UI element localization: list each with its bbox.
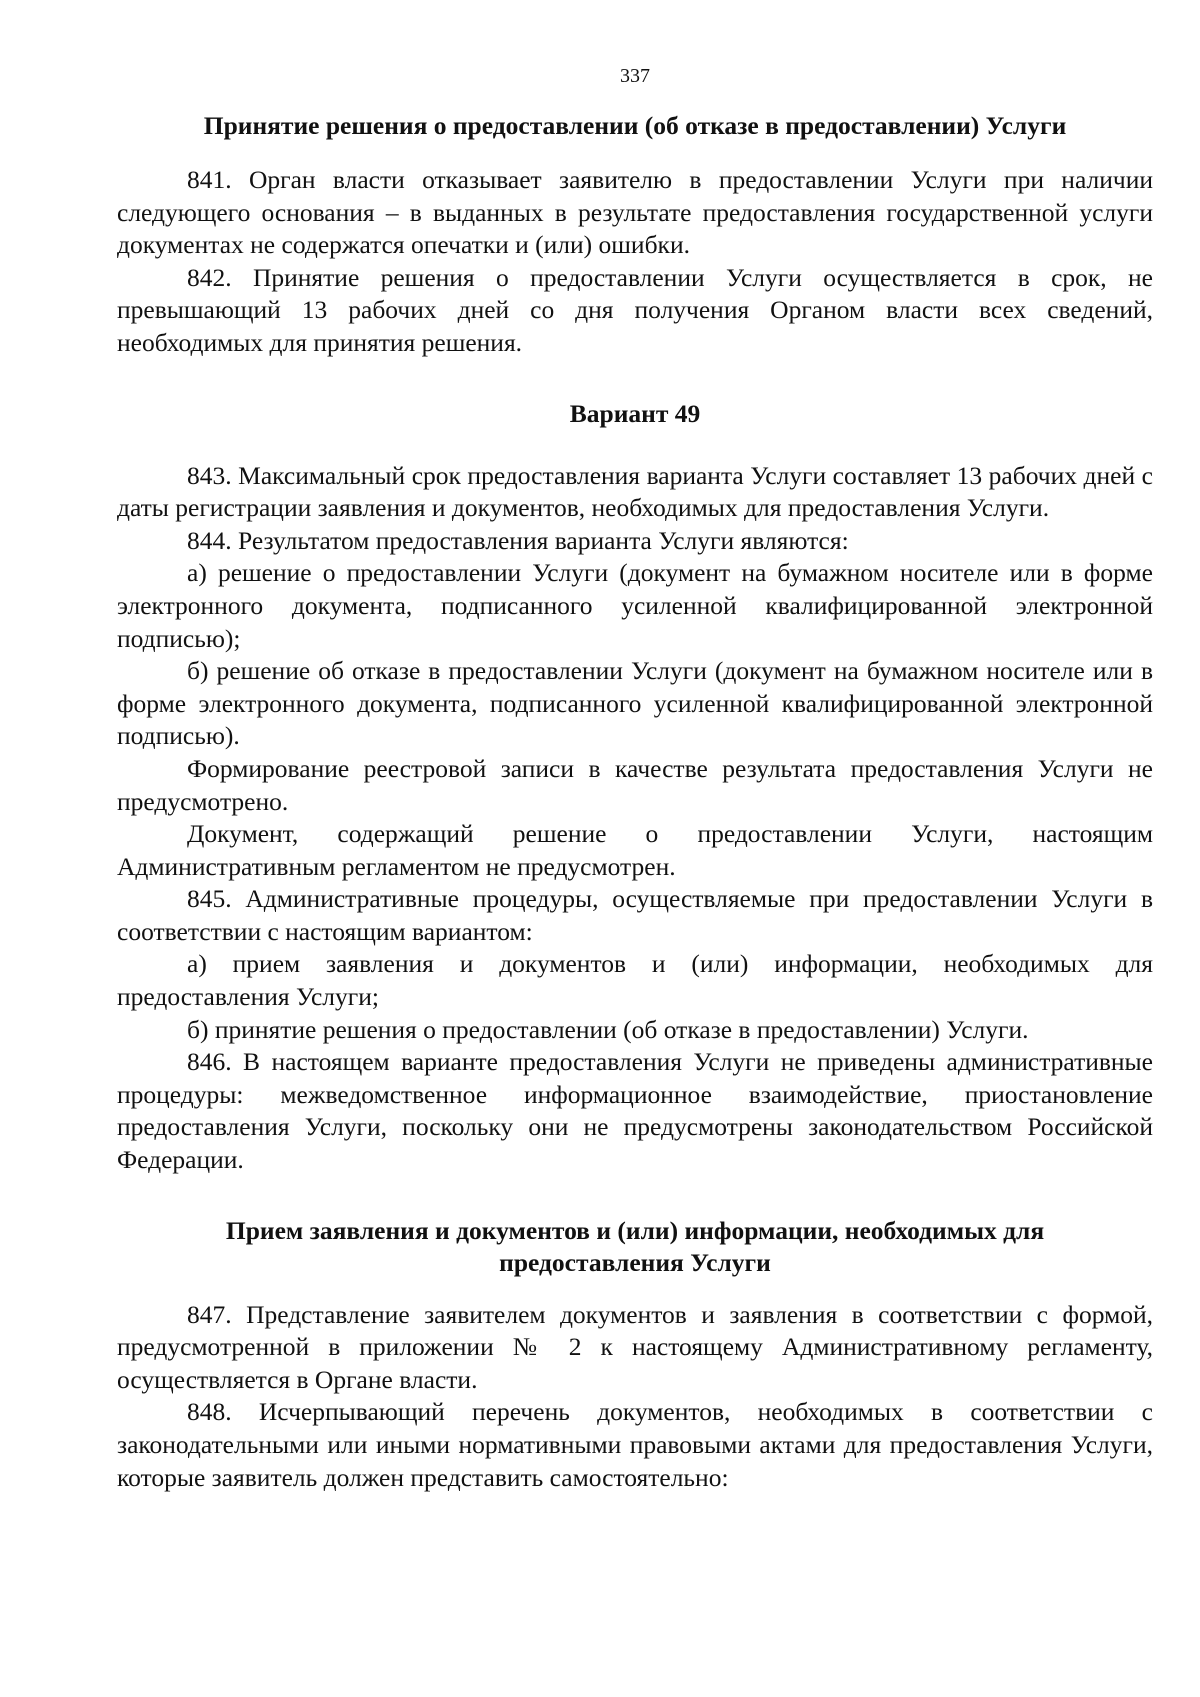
paragraph-844-a: а) решение о предоставлении Услуги (документ на бумажном носителе или в форме электронного документа, подписанного усиленной квалифицированной электронной подписью); [117, 558, 1153, 653]
paragraph-844: 844. Результатом предоставления варианта Услуги являются: [187, 525, 849, 555]
section-heading-application-line1: Прием заявления и документов и (или) информации, необходимых для [225, 1215, 1045, 1245]
page-number: 337 [620, 65, 650, 87]
section-heading-application-line2: предоставления Услуги [499, 1247, 771, 1277]
paragraph-845: 845. Административные процедуры, осуществляемые при предоставлении Услуги в соответствии с настоящим вариантом: [117, 884, 1153, 946]
paragraph-845-b: б) принятие решения о предоставлении (об отказе в предоставлении) Услуги. [187, 1014, 1029, 1044]
paragraph-decision-document: Документ, содержащий решение о предоставлении Услуги, настоящим Административным регламентом не предусмотрен. [117, 819, 1153, 881]
paragraph-847: 847. Представление заявителем документов и заявления в соответствии с формой, предусмотренной в приложении № 2 к настоящему Административному регламенту, осуществляется в Органе власти. [117, 1299, 1153, 1394]
paragraph-848: 848. Исчерпывающий перечень документов, необходимых в соответствии с законодательными или иными нормативными правовыми актами для предоставления Услуги, которые заявитель должен представить самостоятельно: [117, 1397, 1153, 1492]
variant-heading: Вариант 49 [569, 398, 701, 428]
paragraph-841: 841. Орган власти отказывает заявителю в предоставлении Услуги при наличии следующего основания – в выданных в результате предоставления государственной услуги документах не содержатся опечатки и (или) ошибки. [117, 165, 1153, 260]
paragraph-843: 843. Максимальный срок предоставления варианта Услуги составляет 13 рабочих дней с даты регистрации заявления и документов, необходимых для предоставления Услуги. [117, 460, 1153, 523]
paragraph-registry-record: Формирование реестровой записи в качестве результата предоставления Услуги не предусмотрено. [117, 753, 1153, 816]
paragraph-844-b: б) решение об отказе в предоставлении Услуги (документ на бумажном носителе или в форме электронного документа, подписанного усиленной квалифицированной электронной подписью). [117, 656, 1153, 751]
document-page [117, 64, 1153, 1494]
paragraph-846: 846. В настоящем варианте предоставления Услуги не приведены административные процедуры: межведомственное информационное взаимодействие, приостановление предоставления Услуги, поскольку они не предусмотрены законодательством Российской Федерации. [117, 1047, 1153, 1175]
paragraph-842: 842. Принятие решения о предоставлении Услуги осуществляется в срок, не превышающий 13 рабочих дней со дня получения Органом власти всех сведений, необходимых для принятия решения. [117, 262, 1153, 357]
section-heading-decision: Принятие решения о предоставлении (об отказе в предоставлении) Услуги [203, 111, 1067, 140]
section-heading-application [117, 1215, 1153, 1279]
paragraph-845-a: а) прием заявления и документов и (или) информации, необходимых для предоставления Услуги; [117, 949, 1153, 1012]
